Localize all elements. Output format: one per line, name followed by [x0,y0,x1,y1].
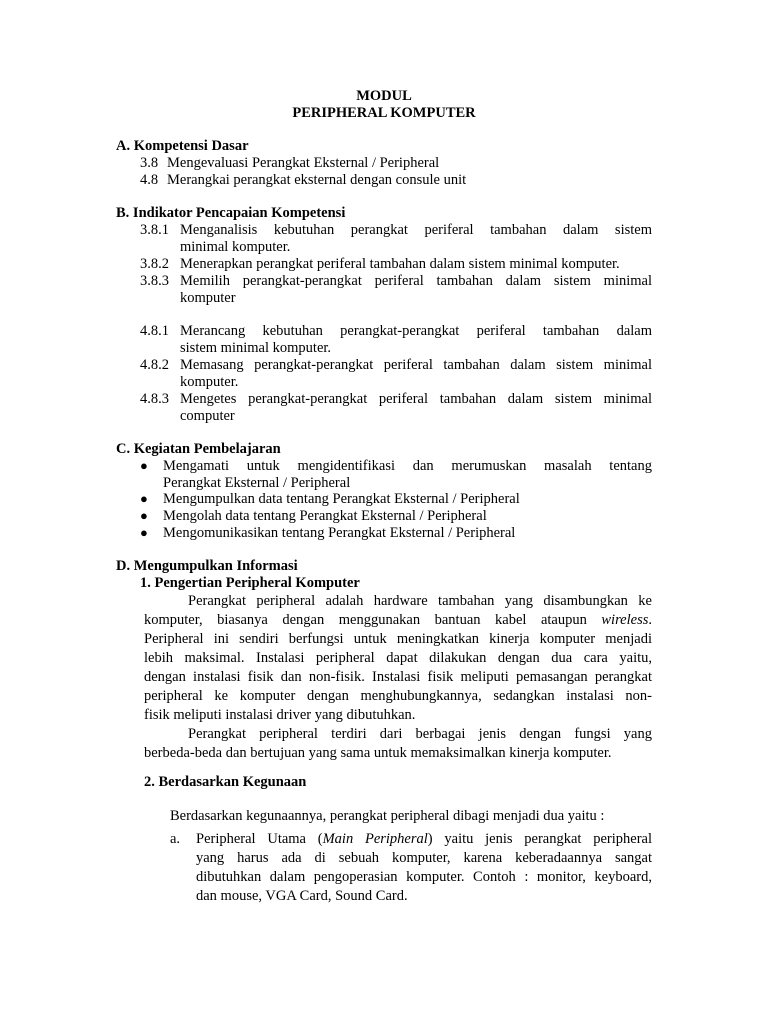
activity-text: Mengomunikasikan tentang Perangkat Eksternal / Peripheral [163,525,516,541]
item-a-text: ) yaitu jenis perangkat peripheral [427,831,652,847]
bullet-icon: ● [140,508,148,523]
item-a-letter: a. [170,831,181,847]
kd-num: 3.8 [140,155,159,171]
section-b-heading: B. Indikator Pencapaian Kompetensi [116,205,346,221]
item-a-text: Peripheral Utama ( [196,831,323,847]
indicator-text: Memilih perangkat-perangkat periferal tambahan dalam sistem minimal [180,273,652,289]
item-a-line: dibutuhkan dalam pengoperasian komputer. Contoh : monitor, keyboard, [196,869,652,885]
indicator-text: Menganalisis kebutuhan perangkat periferal tambahan dalam sistem [180,222,652,238]
section-c-heading: C. Kegiatan Pembelajaran [116,441,281,457]
paragraph-2-line: berbeda-beda dan bertujuan yang sama untuk memaksimalkan kinerja komputer. [144,745,612,761]
indicator-num: 4.8.1 [140,323,169,339]
item-a-italic: Main Peripheral [322,831,428,847]
indicator-num: 4.8.3 [140,391,169,407]
kd-text: Mengevaluasi Perangkat Eksternal / Peripheral [167,155,440,171]
paragraph-1-text: komputer, biasanya dengan menggunakan bantuan kabel ataupun [144,612,587,628]
section-a-heading: A. Kompetensi Dasar [116,138,249,154]
section-d-heading: D. Mengumpulkan Informasi [116,558,298,574]
indicator-text: Mengetes perangkat-perangkat periferal tambahan dalam sistem minimal [180,391,652,407]
indicator-text: Memasang perangkat-perangkat periferal tambahan dalam sistem minimal [180,357,652,373]
activity-text: Mengolah data tentang Perangkat Eksternal / Peripheral [163,508,487,524]
indicator-text: Merancang kebutuhan perangkat-perangkat periferal tambahan dalam [180,323,652,339]
indicator-text-cont: komputer. [180,374,239,390]
item-a-line [196,830,652,849]
indicator-num: 3.8.2 [140,256,169,272]
paragraph-1-line: Peripheral ini sendiri berfungsi untuk meningkatkan kinerja komputer menjadi [144,631,652,647]
item-a-line: yang harus ada di sebuah komputer, karena keberadaannya sangat [196,850,652,866]
indicator-text-cont: komputer [180,290,236,306]
paragraph-2-line: Perangkat peripheral terdiri dari berbagai jenis dengan fungsi yang [188,726,652,742]
subsection-2-heading: 2. Berdasarkan Kegunaan [144,774,307,790]
activity-text: Mengumpulkan data tentang Perangkat Eksternal / Peripheral [163,491,520,507]
indicator-text-cont: computer [180,408,235,424]
bullet-icon: ● [140,525,148,540]
bullet-icon: ● [140,491,148,506]
module-title: MODUL [356,88,412,104]
paragraph-1-line: dengan instalasi fisik dan non-fisik. Instalasi fisik meliputi pemasangan perangkat [144,669,652,685]
subsection-1-heading: 1. Pengertian Peripheral Komputer [140,575,360,591]
paragraph-1-line [144,611,652,630]
indicator-num: 4.8.2 [140,357,169,373]
kd-text: Merangkai perangkat eksternal dengan consule unit [167,172,467,188]
activity-text-cont: Perangkat Eksternal / Peripheral [163,475,351,491]
indicator-num: 3.8.3 [140,273,169,289]
indicator-num: 3.8.1 [140,222,169,238]
paragraph-1-line: Perangkat peripheral adalah hardware tambahan yang disambungkan ke [188,593,652,609]
item-a-line: dan mouse, VGA Card, Sound Card. [196,888,408,904]
indicator-text-cont: sistem minimal komputer. [180,340,332,356]
module-subtitle: PERIPHERAL KOMPUTER [292,105,476,121]
paragraph-1-line: peripheral ke komputer dengan menghubungkannya, sedangkan instalasi non- [144,688,652,704]
intro-text: Berdasarkan kegunaannya, perangkat peripheral dibagi menjadi dua yaitu : [170,808,605,824]
indicator-text: Menerapkan perangkat periferal tambahan dalam sistem minimal komputer. [180,256,620,272]
paragraph-1-period: . [648,612,652,628]
paragraph-1-line: fisik meliputi instalasi driver yang dibutuhkan. [144,707,416,723]
indicator-text-cont: minimal komputer. [180,239,291,255]
bullet-icon: ● [140,458,148,473]
activity-text: Mengamati untuk mengidentifikasi dan merumuskan masalah tentang [163,458,652,474]
paragraph-1-italic: wireless [601,612,649,628]
paragraph-1-line: lebih maksimal. Instalasi peripheral dapat dilakukan dengan dua cara yaitu, [144,650,652,666]
kd-num: 4.8 [140,172,159,188]
